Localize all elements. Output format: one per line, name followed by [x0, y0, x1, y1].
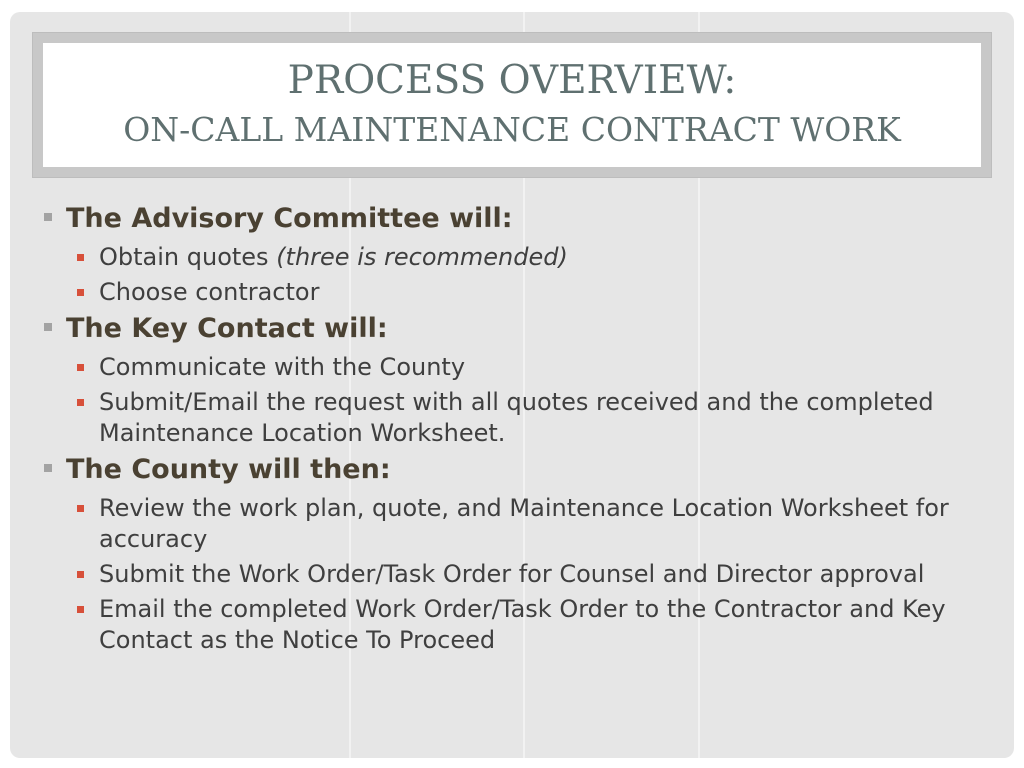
square-bullet-icon — [44, 323, 52, 331]
list-item-text: Submit/Email the request with all quotes received and the completed Maintenance Location Worksheet. — [99, 388, 934, 447]
section-heading-text: The Key Contact will: — [66, 313, 388, 344]
list-item-text: Review the work plan, quote, and Maintenance Location Worksheet for accuracy — [99, 494, 949, 553]
list-item — [42, 277, 982, 308]
slide-subtitle: ON-CALL MAINTENANCE CONTRACT WORK — [123, 110, 901, 149]
list-item — [42, 242, 982, 273]
title-box — [43, 43, 981, 167]
section-heading-text: The County will then: — [66, 454, 391, 485]
list-item-text: Communicate with the County — [99, 353, 466, 381]
square-bullet-icon — [44, 213, 52, 221]
list-item — [42, 352, 982, 383]
list-item-note: (three is recommended) — [276, 243, 568, 271]
section-heading-advisory-committee — [42, 200, 982, 238]
list-item — [42, 594, 982, 656]
square-bullet-icon — [44, 464, 52, 472]
list-item-text: Submit the Work Order/Task Order for Counsel and Director approval — [99, 560, 925, 588]
square-bullet-icon — [77, 505, 84, 512]
list-item — [42, 387, 982, 449]
square-bullet-icon — [77, 606, 84, 613]
square-bullet-icon — [77, 399, 84, 406]
list-item — [42, 559, 982, 590]
square-bullet-icon — [77, 571, 84, 578]
section-heading-county — [42, 451, 982, 489]
square-bullet-icon — [77, 254, 84, 261]
title-frame — [32, 32, 992, 178]
square-bullet-icon — [77, 364, 84, 371]
list-item-text: Email the completed Work Order/Task Order to the Contractor and Key Contact as the Notice To Proceed — [99, 595, 946, 654]
section-heading-text: The Advisory Committee will: — [66, 203, 513, 234]
slide — [10, 12, 1014, 758]
list-item-text: Choose contractor — [99, 278, 320, 306]
slide-content — [42, 198, 982, 658]
section-heading-key-contact — [42, 310, 982, 348]
slide-title: PROCESS OVERVIEW: — [287, 58, 737, 103]
square-bullet-icon — [77, 289, 84, 296]
list-item — [42, 493, 982, 555]
list-item-text: Obtain quotes — [99, 243, 277, 271]
